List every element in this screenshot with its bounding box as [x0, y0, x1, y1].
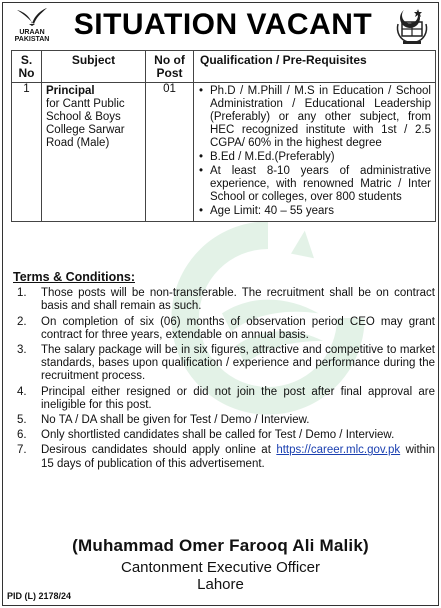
terms-item — [13, 287, 435, 313]
terms-item-text-before: Desirous candidates should apply online at — [41, 444, 271, 457]
terms-list — [13, 287, 435, 471]
qualification-item: • Ph.D / M.Phill / M.S in Education / School Administration / Educational Leadership (Preferably) or any other subject, from HEC recognized institute with 1st / 2.5 CGPA/ 60% in the highest degree — [196, 85, 431, 150]
header-posts: No of Post — [146, 51, 194, 83]
terms-item-text: Those posts will be non-transferable. The recruitment shall be on contract basis and shall remain as such. — [41, 287, 435, 313]
terms-item-number: 1. — [17, 287, 27, 300]
advertisement-page — [2, 2, 439, 606]
bird-icon — [9, 6, 55, 29]
subject-title: Principal — [46, 85, 95, 97]
qualification-item: • Age Limit: 40 – 55 years — [196, 205, 431, 218]
uraan-pakistan-logo — [9, 6, 55, 46]
terms-item — [13, 344, 435, 384]
terms-item-number: 3. — [17, 344, 27, 357]
terms-item-number: 7. — [17, 444, 27, 457]
career-portal-link[interactable]: https://career.mlc.gov.pk — [276, 444, 401, 457]
signatory-designation: Cantonment Executive Officer — [121, 559, 320, 576]
signatory-city: Lahore — [197, 576, 244, 593]
terms-heading: Terms & Conditions: — [13, 270, 135, 284]
terms-item — [13, 429, 435, 442]
header-qualification: Qualification / Pre-Requisites — [194, 51, 436, 83]
terms-item-number: 4. — [17, 385, 27, 398]
table-row — [12, 83, 436, 222]
terms-item-number: 5. — [17, 414, 27, 427]
header-sno: S. No — [12, 51, 42, 83]
row-qualification — [194, 83, 436, 222]
terms-item — [13, 444, 435, 470]
subject-detail: for Cantt Public School & Boys College Sarwar Road (Male) — [46, 98, 125, 149]
terms-item-text-after: within 15 days of publication of this advertisement. — [41, 444, 435, 470]
terms-item-text: The salary package will be in six figures, attractive and competitive to market standards, bases upon qualification / experience and performance during the recruitment process. — [41, 344, 435, 383]
qualification-item: • B.Ed / M.Ed.(Preferably) — [196, 151, 431, 164]
qualification-item: • At least 8-10 years of administrative experience, with renowned Matric / Inter School or colleges, over 800 students — [196, 165, 431, 204]
logo-text: URAAN PAKISTAN — [14, 29, 50, 43]
header — [3, 3, 438, 49]
terms-item-text: Principal either resigned or did not join the post after final approval are ineligible for this post. — [41, 385, 435, 411]
pid-number: PID (L) 2178/24 — [7, 591, 72, 601]
terms-item-text: No TA / DA shall be given for Test / Demo / Interview. — [41, 414, 310, 427]
row-sno: 1 — [12, 83, 42, 222]
terms-item — [13, 386, 435, 412]
terms-section — [13, 271, 435, 473]
terms-item-text: On completion of six (06) months of observation period CEO may grant contract for three years, extendable on annual basis. — [41, 315, 435, 341]
signature-block — [3, 536, 438, 593]
government-emblem-icon — [394, 6, 430, 46]
signatory-name: (Muhammad Omer Farooq Ali Malik) — [72, 536, 369, 555]
terms-item-text: Only shortlisted candidates shall be called for Test / Demo / Interview. — [41, 429, 395, 442]
terms-item — [13, 414, 435, 427]
terms-item-number: 6. — [17, 429, 27, 442]
terms-item — [13, 316, 435, 342]
page-title: SITUATION VACANT — [73, 8, 373, 41]
vacancy-table — [11, 50, 436, 222]
terms-item-number: 2. — [17, 315, 27, 328]
table-header-row — [12, 51, 436, 83]
header-subject: Subject — [42, 51, 146, 83]
row-posts: 01 — [146, 83, 194, 222]
row-subject — [42, 83, 146, 222]
qualification-list — [196, 85, 431, 218]
